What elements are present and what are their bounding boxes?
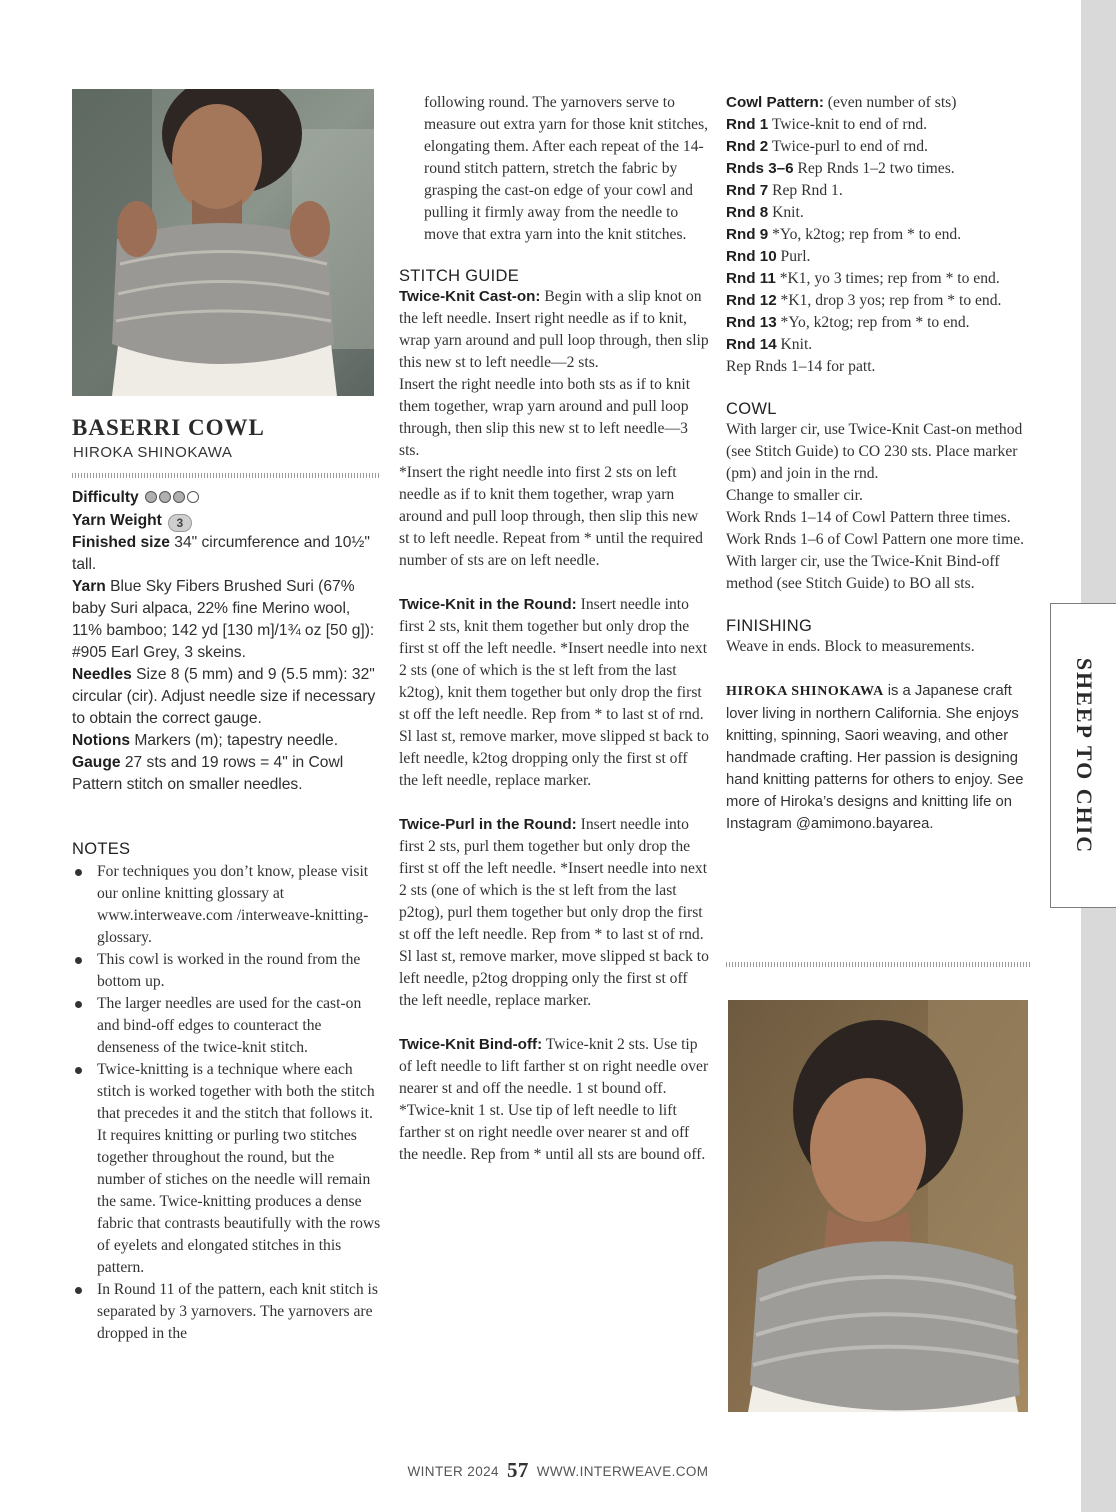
round-label: Rnds 3–6 (726, 160, 794, 177)
spacer (726, 378, 1038, 400)
difficulty-label: Difficulty (72, 489, 139, 506)
cast-on-p3: *Insert the right needle into first 2 sts on left needle as if to knit them together, wrap yarn around and pull loop through, then slip this new st to left needle. Repeat from * until the required number of sts are on left needle. (399, 464, 703, 569)
difficulty-dot-filled (145, 491, 157, 503)
yarn-label: Yarn (72, 578, 106, 595)
needles-label: Needles (72, 666, 132, 683)
bind-off-text: Twice-knit 2 sts. Use tip of left needle to lift farther st on right needle over nearer st and off the needle. 1 st bound off. (399, 1036, 709, 1097)
finished-size-line (72, 532, 380, 576)
round-text: Twice-purl to end of rnd. (771, 138, 928, 155)
gauge-line (72, 752, 380, 796)
footer-season: WINTER 2024 (407, 1464, 499, 1479)
cowl-pattern-intro (726, 92, 1038, 114)
bind-off-p2: *Twice-knit 1 st. Use tip of left needle to lift farther st on right needle over nearer st and off the needle. Rep from * until all sts are bound off. (399, 1102, 706, 1163)
note-item: In Round 11 of the pattern, each knit stitch is separated by 3 yarnovers. The yarnovers are dropped in the (72, 1279, 382, 1345)
round-text: Rep Rnd 1. (772, 182, 843, 199)
finished-size-value: 34" circumference and 10½" tall. (72, 534, 370, 573)
yarn-weight-icon: 3 (168, 514, 192, 532)
cast-on-text: Begin with a slip knot on the left needle. Insert right needle as if to knit, wrap yarn around and pull loop through, then slip this new st to left needle—2 sts. (399, 288, 709, 371)
round-label: Rnd 12 (726, 292, 777, 309)
yarn-weight-line (72, 510, 380, 532)
bind-off-label: Twice-Knit Bind-off: (399, 1036, 543, 1053)
round-label: Rnd 1 (726, 116, 769, 133)
note-item: The larger needles are used for the cast-on and bind-off edges to counteract the denseness of the twice-knit stitch. (72, 993, 382, 1059)
cowl-step: Work Rnds 1–14 of Cowl Pattern three times. (726, 509, 1011, 526)
pattern-title: BASERRI COWL (72, 415, 265, 440)
finishing-text: Weave in ends. Block to measurements. (726, 638, 975, 655)
knit-round-label: Twice-Knit in the Round: (399, 596, 577, 613)
round-label: Rnd 8 (726, 204, 769, 221)
cowl-pattern-section (726, 92, 1038, 378)
round-row (726, 290, 1038, 312)
difficulty-dot-filled (159, 491, 171, 503)
bio-name: HIROKA SHINOKAWA (726, 684, 884, 699)
spacer (399, 1012, 709, 1034)
pattern-specs (72, 487, 380, 796)
purl-round-label: Twice-Purl in the Round: (399, 816, 577, 833)
cowl-step: Work Rnds 1–6 of Cowl Pattern one more time. (726, 531, 1025, 548)
round-label: Rnd 7 (726, 182, 769, 199)
round-row (726, 224, 1038, 246)
note-continued: following round. The yarnovers serve to measure out extra yarn for those knit stitches, elongating them. After each repeat of the 14-round stitch pattern, stretch the fabric by grasping the cast-on edge of your cowl and pulling it firmly away from the needle to move that extra yarn into the knit stitches. (424, 94, 709, 243)
round-label: Rnd 2 (726, 138, 769, 155)
needles-line (72, 664, 380, 730)
cowl-pattern-note: (even number of sts) (827, 94, 957, 111)
page-footer (0, 1458, 1116, 1483)
designer-bio (726, 680, 1038, 835)
knit-round-text: Insert needle into first 2 sts, knit them together but only drop the first st off the left needle. *Insert needle into next 2 sts (one of which is the st left from the last k2tog), knit them together but only drop the first st off the left needle. Rep from * to last st of rnd. Sl last st, remove marker, move slipped st back to left needle, k2tog dropping only the first st off the left needle, replace marker. (399, 596, 709, 789)
cowl-heading: COWL (726, 400, 777, 418)
title-rule (72, 473, 380, 478)
cast-on-p2: Insert the right needle into both sts as if to knit them together, wrap yarn around and pull loop through, then slip this new st to left needle—3 sts. (399, 376, 691, 459)
cowl-steps (726, 419, 1038, 595)
spacer (399, 246, 709, 268)
cast-on-label: Twice-Knit Cast-on: (399, 288, 541, 305)
knit-round-section (399, 594, 709, 792)
difficulty-dot-empty (187, 491, 199, 503)
spacer (399, 792, 709, 814)
notions-value: Markers (m); tapestry needle. (134, 732, 339, 749)
round-text: Rep Rnds 1–2 two times. (797, 160, 955, 177)
yarn-line (72, 576, 380, 664)
notes-list (72, 861, 382, 1345)
round-row (726, 334, 1038, 356)
purl-round-text: Insert needle into first 2 sts, purl them together but only drop the first st off the left needle. *Insert needle into next 2 sts (one of which is the st left from the last p2tog), purl them together but only drop the first st off the left needle. Rep from * to last st of rnd. Sl last st, remove marker, move slipped st back to left needle, p2tog dropping only the first st off the left needle, replace marker. (399, 816, 709, 1009)
spacer (726, 658, 1038, 680)
bind-off-section (399, 1034, 709, 1166)
difficulty-line (72, 487, 380, 510)
difficulty-dots (145, 488, 201, 510)
page-number: 57 (506, 1458, 529, 1482)
finished-size-label: Finished size (72, 534, 170, 551)
gauge-value: 27 sts and 19 rows = 4" in Cowl Pattern stitch on smaller needles. (72, 754, 344, 793)
round-text: *Yo, k2tog; rep from * to end. (772, 226, 962, 243)
round-text: *K1, drop 3 yos; rep from * to end. (780, 292, 1002, 309)
bio-rule (726, 962, 1032, 967)
yarn-weight-label: Yarn Weight (72, 512, 162, 529)
round-label: Rnd 10 (726, 248, 777, 265)
bind-off-p1 (399, 1034, 709, 1100)
gauge-label: Gauge (72, 754, 121, 771)
round-text: *K1, yo 3 times; rep from * to end. (779, 270, 1000, 287)
round-text: Knit. (772, 204, 804, 221)
stitch-guide-heading: STITCH GUIDE (399, 267, 520, 285)
round-label: Rnd 13 (726, 314, 777, 331)
round-label: Rnd 14 (726, 336, 777, 353)
round-row (726, 114, 1038, 136)
model-photo-top (72, 89, 374, 396)
notions-line (72, 730, 380, 752)
round-row (726, 202, 1038, 224)
finishing-heading: FINISHING (726, 617, 813, 635)
note-item: For techniques you don’t know, please visit our online knitting glossary at www.interweave.com /interweave-knitting-glossary. (72, 861, 382, 949)
model-photo-bottom (728, 1000, 1028, 1412)
notes-heading: NOTES (72, 840, 131, 858)
round-text: Purl. (780, 248, 811, 265)
middle-column (399, 92, 709, 1166)
section-tab (1050, 603, 1116, 908)
purl-round-section (399, 814, 709, 1012)
bio-text: is a Japanese craft lover living in northern California. She enjoys knitting, spinning, Saori weaving, and other handmade crafting. Her passion is designing hand knitting patterns for others to enjoy. See more of Hiroka’s designs and knitting life on Instagram @amimono.bayarea. (726, 683, 1024, 832)
round-row (726, 268, 1038, 290)
round-label: Rnd 9 (726, 226, 769, 243)
round-label: Rnd 11 (726, 270, 776, 287)
round-text: Twice-knit to end of rnd. (771, 116, 928, 133)
cowl-pattern-label: Cowl Pattern: (726, 94, 824, 111)
cast-on-p1 (399, 286, 709, 374)
round-row (726, 180, 1038, 202)
round-row (726, 136, 1038, 158)
yarn-value: Blue Sky Fibers Brushed Suri (67% baby Suri alpaca, 22% fine Merino wool, 11% bamboo; 142 yd [130 m]/1¾ oz [50 g]): #905 Earl Grey, 3 skeins. (72, 578, 375, 661)
difficulty-dot-filled (173, 491, 185, 503)
repeat-line: Rep Rnds 1–14 for patt. (726, 358, 876, 375)
note-item: Twice-knitting is a technique where each stitch is worked together with both the stitch that precedes it and the stitch that follows it. It requires knitting or purling two stitches together throughout the round, but the number of stiches on the needle will remain the same. Twice-knitting produces a dense fabric that contrasts beautifully with the rows of eyelets and elongated stitches in this pattern. (72, 1059, 382, 1279)
footer-site: WWW.INTERWEAVE.COM (536, 1464, 709, 1479)
round-row (726, 246, 1038, 268)
notions-label: Notions (72, 732, 131, 749)
pattern-designer: HIROKA SHINOKAWA (73, 444, 233, 461)
round-row (726, 158, 1038, 180)
round-text: Knit. (780, 336, 813, 353)
note-item: This cowl is worked in the round from the bottom up. (72, 949, 382, 993)
right-column (726, 92, 1038, 835)
spacer (726, 595, 1038, 617)
cowl-step: With larger cir, use the Twice-Knit Bind-off method (see Stitch Guide) to BO all sts. (726, 553, 1000, 592)
needles-value: Size 8 (5 mm) and 9 (5.5 mm): 32" circular (cir). Adjust needle size if necessary to obtain the correct gauge. (72, 666, 376, 727)
cowl-step: With larger cir, use Twice-Knit Cast-on method (see Stitch Guide) to CO 230 sts. Place marker (pm) and join in the rnd. (726, 421, 1023, 482)
cast-on-section (399, 286, 709, 572)
section-tab-label: SHEEP TO CHIC (1071, 657, 1097, 854)
spacer (399, 572, 709, 594)
cowl-step: Change to smaller cir. (726, 487, 863, 504)
round-row (726, 312, 1038, 334)
round-text: *Yo, k2tog; rep from * to end. (780, 314, 970, 331)
